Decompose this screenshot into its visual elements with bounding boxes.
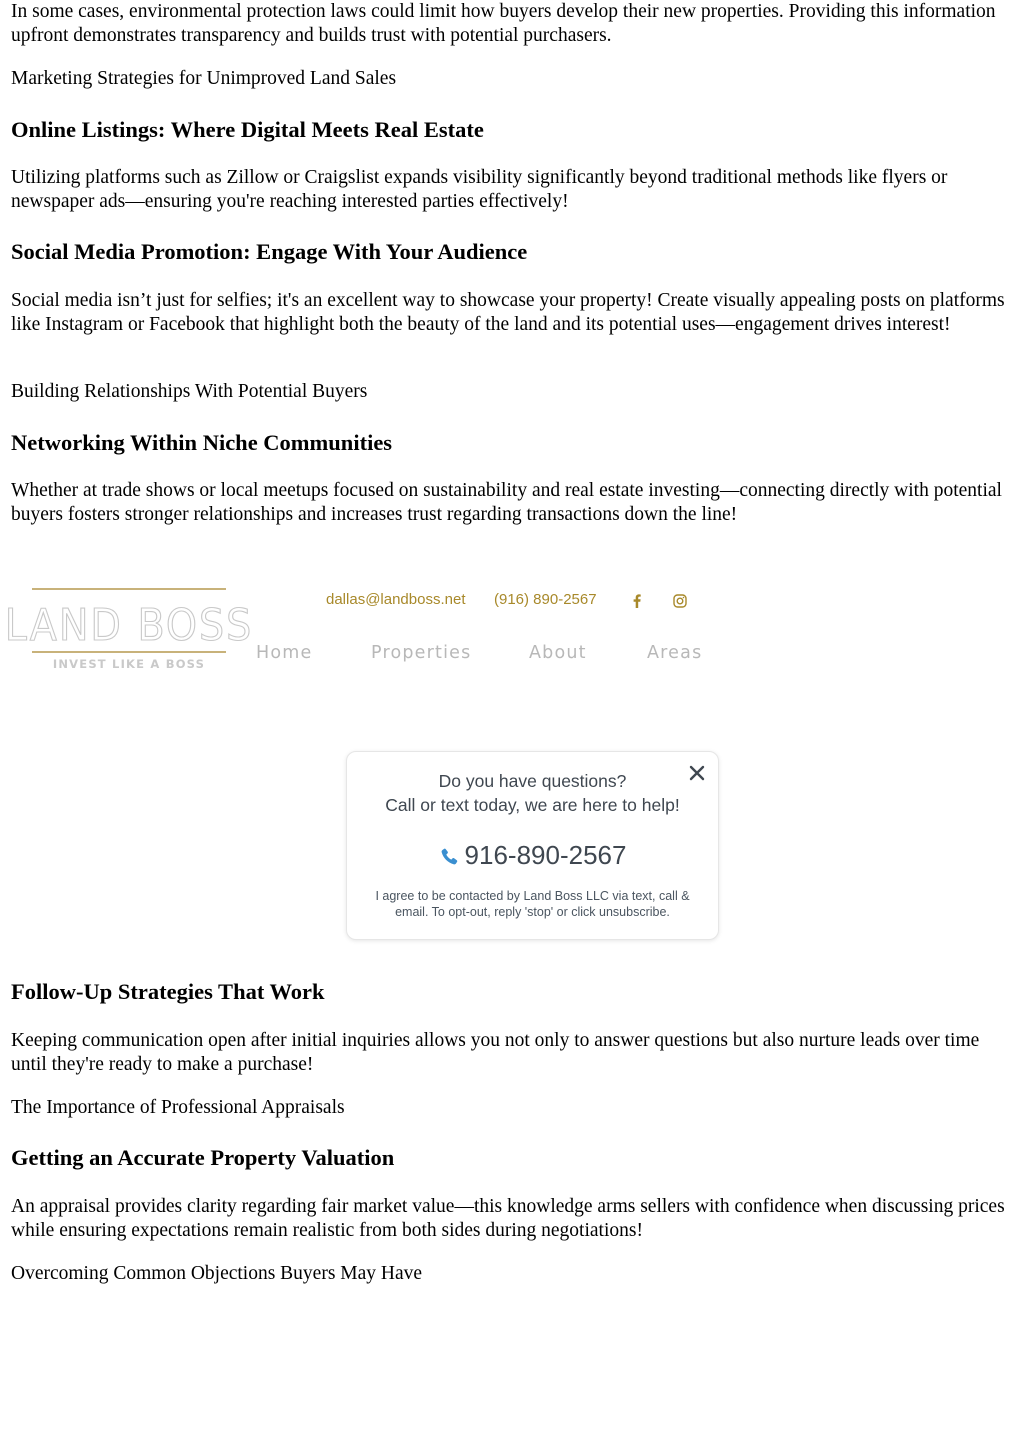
section-title-marketing: Marketing Strategies for Unimproved Land Sales <box>11 68 397 89</box>
header-email-link[interactable]: dallas@landboss.net <box>326 591 466 608</box>
paragraph-follow-up: Keeping communication open after initial inquiries allows you not only to answer questions but also nurture leads over time until they're ready to make a purchase! <box>11 1030 980 1075</box>
paragraph-valuation: An appraisal provides clarity regarding fair market value—this knowledge arms sellers with confidence when discussing prices while ensuring expectations remain realistic from both sides during negotiations! <box>11 1196 1005 1241</box>
heading-follow-up: Follow-Up Strategies That Work <box>11 979 325 1004</box>
nav-areas[interactable]: Areas <box>647 643 703 663</box>
nav-about[interactable]: About <box>529 643 587 663</box>
land-boss-logo-graphic <box>4 588 254 674</box>
land-boss-logo[interactable] <box>4 588 254 674</box>
nav-home[interactable]: Home <box>256 643 313 663</box>
popup-phone-number: 916-890-2567 <box>464 840 627 870</box>
popup-help-line: Call or text today, we are here to help! <box>385 795 680 815</box>
heading-networking: Networking Within Niche Communities <box>11 430 393 455</box>
heading-valuation: Getting an Accurate Property Valuation <box>11 1145 395 1170</box>
popup-phone-link[interactable] <box>347 840 718 870</box>
logo-tagline: INVEST LIKE A BOSS <box>52 657 206 671</box>
heading-online-listings: Online Listings: Where Digital Meets Real Estate <box>11 117 484 142</box>
nav-properties[interactable]: Properties <box>371 643 472 663</box>
popup-question: Do you have questions? <box>438 771 627 791</box>
section-title-relationships: Building Relationships With Potential Buyers <box>11 381 368 402</box>
phone-icon <box>439 847 459 867</box>
section-title-appraisals: The Importance of Professional Appraisals <box>11 1097 345 1118</box>
paragraph-social-media: Social media isn’t just for selfies; it's an excellent way to showcase your property! Create visually appealing posts on platforms like Instagram or Facebook that highlight both the beauty of the land and its potential uses—engagement drives interest! <box>11 290 1005 335</box>
heading-social-media: Social Media Promotion: Engage With Your Audience <box>11 239 528 264</box>
logo-wordmark: LAND BOSS <box>4 600 254 651</box>
popup-consent-text: I agree to be contacted by Land Boss LLC via text, call & email. To opt-out, reply 'stop' or click unsubscribe. <box>375 889 690 919</box>
facebook-icon[interactable] <box>629 593 645 609</box>
section-title-objections: Overcoming Common Objections Buyers May Have <box>11 1263 423 1284</box>
paragraph-online-listings: Utilizing platforms such as Zillow or Craigslist expands visibility significantly beyond traditional methods like flyers or newspaper ads—ensuring you're reaching interested parties effectively! <box>11 167 948 212</box>
header-phone-link[interactable]: (916) 890-2567 <box>494 591 597 608</box>
contact-popup <box>346 751 719 940</box>
paragraph-networking: Whether at trade shows or local meetups focused on sustainability and real estate investing—connecting directly with potential buyers fosters stronger relationships and increases trust regarding transactions down the line! <box>11 480 1002 525</box>
paragraph-environmental-laws: In some cases, environmental protection laws could limit how buyers develop their new properties. Providing this information upfront demonstrates transparency and builds trust with potential purchasers. <box>11 1 996 46</box>
instagram-icon[interactable] <box>672 593 688 609</box>
